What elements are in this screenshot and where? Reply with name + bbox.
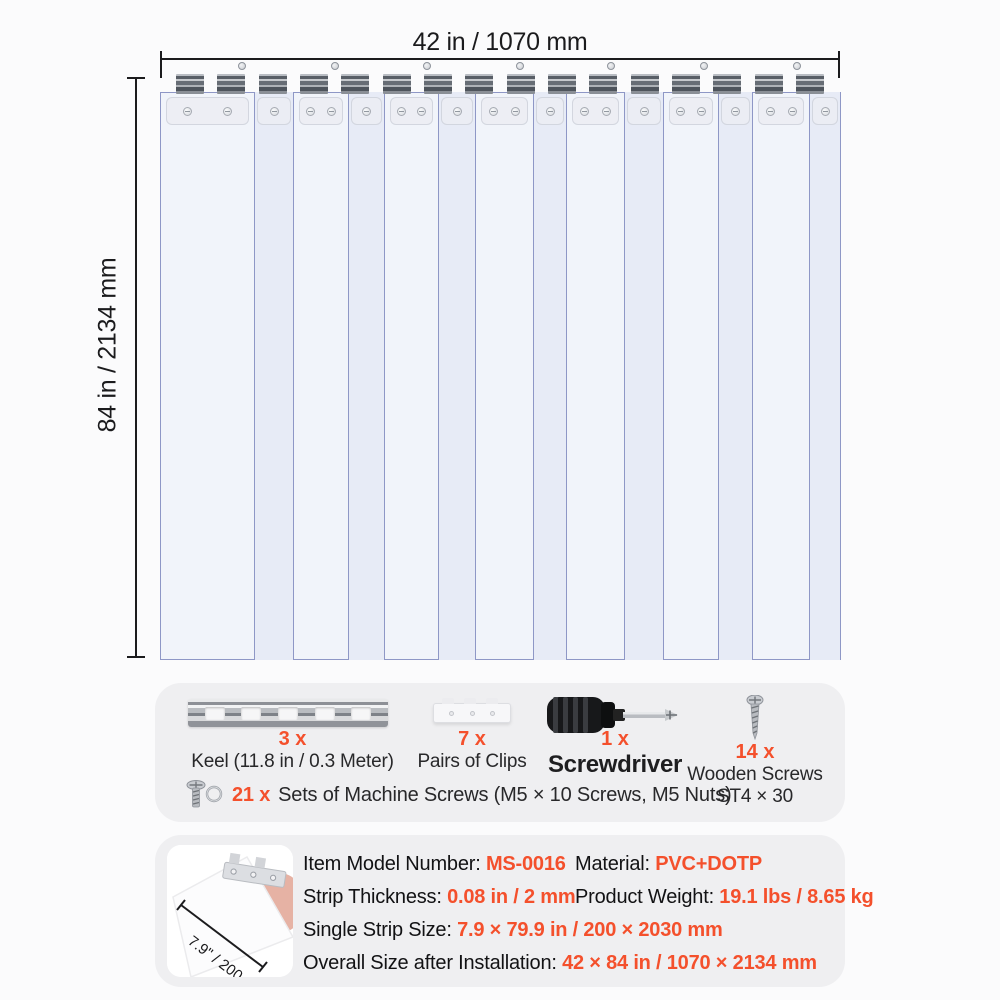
wooden-screw-icon [745,695,765,743]
screw-icon [640,107,649,116]
hanging-clip-plate [257,97,291,125]
hanging-clip-plate [536,97,564,125]
spec-value: 42 × 84 in / 1070 × 2134 mm [562,952,817,974]
spec-row-1 [303,853,837,879]
spec-label: Product Weight: [575,886,720,908]
hanging-clip-plate [812,97,838,125]
spec-label: Material: [575,853,656,875]
machine-screw-icon [186,780,224,810]
dimension-tick [160,51,162,78]
spec-row-2 [303,886,874,912]
spec-value: MS-0016 [485,853,566,875]
spec-row-4 [303,952,837,978]
screw-icon [821,107,830,116]
top-width-dimension-label: 42 in / 1070 mm [412,28,588,56]
accessory-clips [397,728,547,773]
clips-icon [433,703,511,723]
spec-label: Overall Size after Installation: [303,952,563,974]
spec-row-3 [303,919,837,945]
screw-icon [697,107,706,116]
rail-screw-icon [607,62,615,70]
strip-overlap [533,92,567,660]
keel-segment [507,74,535,94]
screw-icon [417,107,426,116]
top-dimension-line [160,58,840,60]
strip-overlap [438,92,476,660]
keel-segment [217,74,245,94]
screw-icon [511,107,520,116]
keel-segment [713,74,741,94]
clips-count: 7 x [458,728,486,750]
keel-segment [300,74,328,94]
screw-icon [362,107,371,116]
keel-segment [755,74,783,94]
strip-overlap [624,92,664,660]
screw-icon [327,107,336,116]
clips-label: Pairs of Clips [417,751,527,772]
rail-screw-icon [331,62,339,70]
rail-screw-icon [423,62,431,70]
spec-label: Single Strip Size: [303,919,458,941]
screw-icon [223,107,232,116]
hanging-clip-plate [669,97,713,125]
screw-icon [453,107,462,116]
screw-icon [306,107,315,116]
hanging-clip-plate [390,97,433,125]
screw-icon [676,107,685,116]
left-dimension-line [135,77,137,658]
screw-icon [397,107,406,116]
accessory-screwdriver [535,728,695,779]
hanging-clip-plate [481,97,528,125]
spec-label: Item Model Number: [303,853,486,875]
accessory-keel [165,728,420,773]
keel-segment [548,74,576,94]
rail-screw-icon [793,62,801,70]
spec-value: 7.9 × 79.9 in / 200 × 2030 mm [457,919,723,941]
keel-count: 3 x [278,728,307,750]
screw-icon [183,107,192,116]
screw-icon [580,107,589,116]
rail-screw-icon [700,62,708,70]
keel-segment [341,74,369,94]
keel-segment [383,74,411,94]
hanging-clip-plate [441,97,473,125]
machine-screws-label: Sets of Machine Screws (M5 × 10 Screws, M5 Nuts) [278,783,732,806]
rail-screw-icon [516,62,524,70]
screw-icon [602,107,611,116]
rail-screw-icon [238,62,246,70]
keel-segment [672,74,700,94]
hanging-clip-plate [627,97,661,125]
spec-value: PVC+DOTP [655,853,763,875]
hanging-clip-plate [166,97,249,125]
strip-overlap [348,92,385,660]
screw-icon [731,107,740,116]
keel-label: Keel (11.8 in / 0.3 Meter) [191,751,394,772]
screw-icon [788,107,797,116]
hanging-clip-plate [758,97,804,125]
machine-screws-row [186,780,731,810]
keel-segment [465,74,493,94]
screwdriver-count: 1 x [601,728,629,750]
wooden-screws-count: 14 x [735,741,775,763]
screw-icon [766,107,775,116]
screw-icon [546,107,555,116]
strip-curtain [160,92,840,660]
keel-icon [188,699,388,727]
hanging-clip-plate [721,97,750,125]
machine-screws-count: 21 x [232,783,271,806]
mounting-rail [176,74,824,94]
strip-width-photo [167,845,293,977]
keel-segment [589,74,617,94]
specs-panel [155,835,874,987]
hanging-clip-plate [572,97,619,125]
dimension-tick [838,51,840,78]
hanging-clip-plate [299,97,343,125]
keel-segment [176,74,204,94]
keel-segment [424,74,452,94]
hanging-clip-plate [351,97,382,125]
screw-icon [270,107,279,116]
strip-overlap [809,92,841,660]
left-height-dimension-label: 84 in / 2134 mm [93,257,122,433]
accessories-panel [155,683,845,822]
dimension-tick [127,656,145,658]
spec-value: 19.1 lbs / 8.65 kg [719,886,874,908]
dimension-tick [127,77,145,79]
keel-segment [796,74,824,94]
wooden-screws-sublabel: ST4 × 30 [716,786,794,807]
screw-icon [489,107,498,116]
keel-segment [259,74,287,94]
strip-overlap [254,92,294,660]
screwdriver-label: Screwdriver [547,751,683,778]
strip-overlap [718,92,753,660]
spec-label: Strip Thickness: [303,886,448,908]
spec-value: 0.08 in / 2 mm [447,886,576,908]
keel-segment [631,74,659,94]
wooden-screws-label: Wooden Screws [687,764,823,785]
